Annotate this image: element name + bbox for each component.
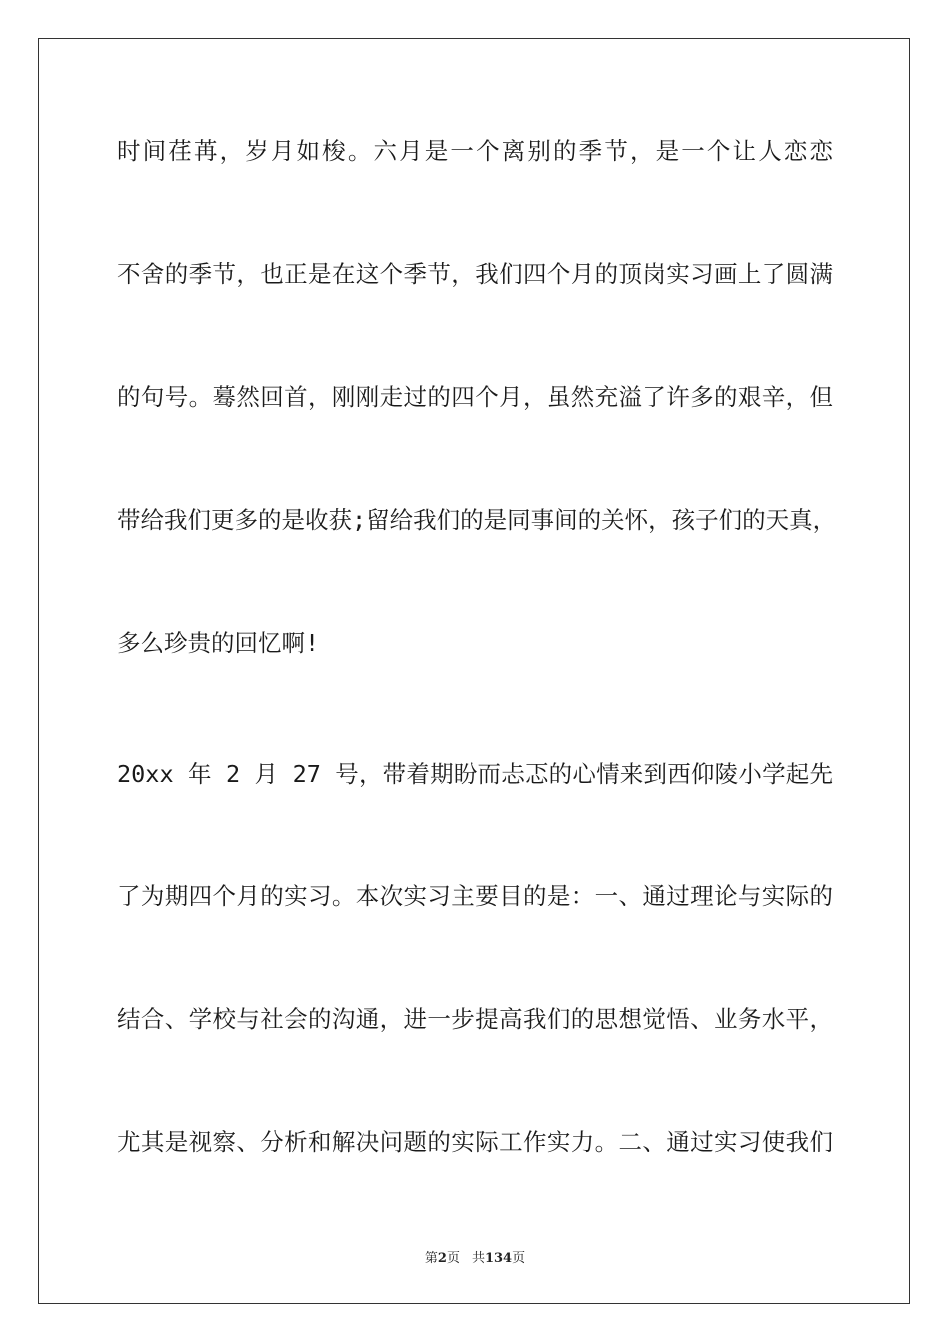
footer-page-unit: 页 <box>446 1251 460 1266</box>
paragraph-line: 尤其是视察、分析和解决问题的实际工作实力。二、通过实习使我们 <box>117 1128 833 1156</box>
footer-total-prefix: 共 <box>471 1251 485 1266</box>
footer-page-number: 2 <box>437 1251 447 1266</box>
paragraph-line: 的句号。蓦然回首，刚刚走过的四个月，虽然充溢了许多的艰辛，但 <box>117 383 833 411</box>
paragraph-line: 结合、学校与社会的沟通，进一步提高我们的思想觉悟、业务水平， <box>117 1005 833 1033</box>
footer-total-unit: 页 <box>512 1251 526 1266</box>
page-border <box>38 38 910 1304</box>
paragraph-line: 20xx 年 2 月 27 号，带着期盼而忐忑的心情来到西仰陵小学起先 <box>117 760 833 788</box>
paragraph-line: 多么珍贵的回忆啊! <box>117 629 320 657</box>
paragraph-line: 不舍的季节，也正是在这个季节，我们四个月的顶岗实习画上了圆满 <box>117 260 833 288</box>
page-footer <box>0 1247 950 1266</box>
footer-page-prefix: 第 <box>424 1251 438 1266</box>
footer-total-pages: 134 <box>484 1251 513 1266</box>
paragraph-line: 了为期四个月的实习。本次实习主要目的是：一、通过理论与实际的 <box>117 882 833 910</box>
paragraph-line: 时间荏苒，岁月如梭。六月是一个离别的季节，是一个让人恋恋 <box>117 137 833 165</box>
paragraph-line: 带给我们更多的是收获;留给我们的是同事间的关怀，孩子们的天真， <box>117 506 837 534</box>
